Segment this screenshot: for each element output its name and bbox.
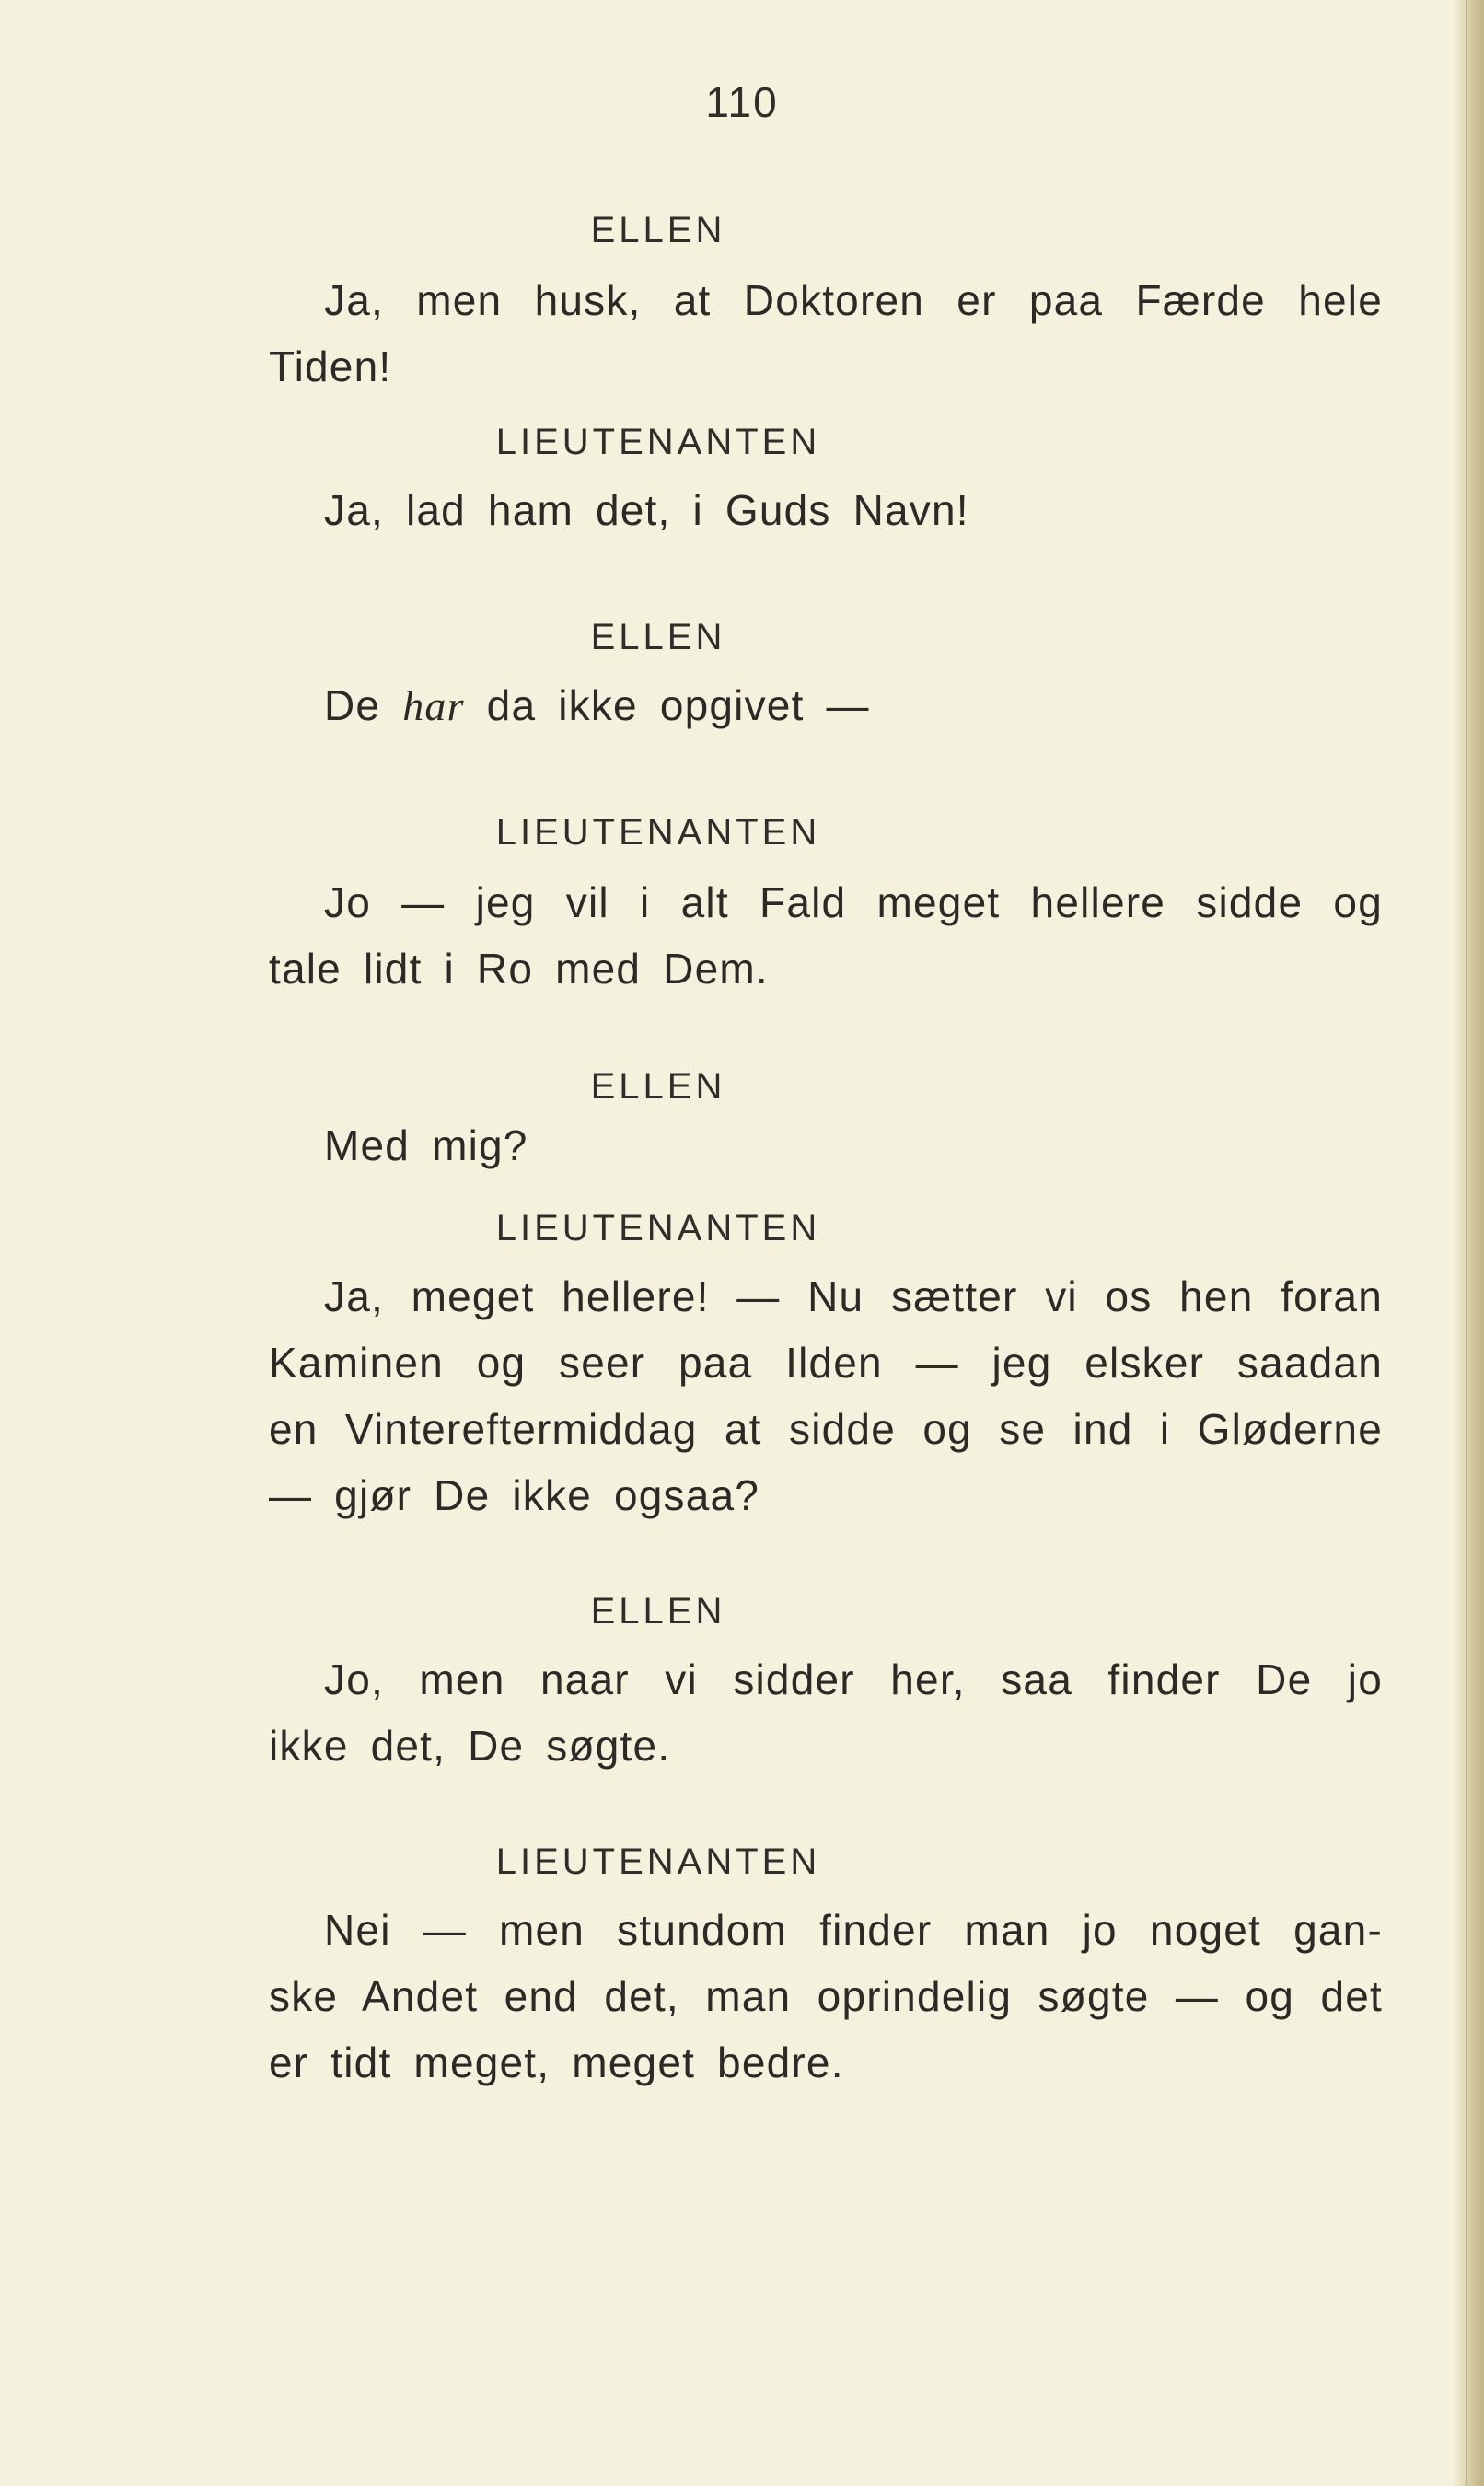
speaker-name: ELLEN xyxy=(590,1591,726,1632)
speech-line: Nei — men stundom finder man jo noget gan- xyxy=(324,1906,1383,1954)
speech-line: — gjør De ikke ogsaa? xyxy=(269,1471,760,1519)
speaker-name: ELLEN xyxy=(590,617,726,657)
speech-text xyxy=(269,1112,1383,1179)
speech-line: en Vintereftermiddag at sidde og se ind i Gløderne xyxy=(269,1405,1383,1453)
speaker-name: LIEUTENANTEN xyxy=(495,422,821,462)
speech-line: Med mig? xyxy=(324,1121,528,1169)
speech-text xyxy=(269,1646,1383,1779)
speech-line: ske Andet end det, man oprindelig søgte — og det xyxy=(269,1972,1383,2020)
speech-line: Tiden! xyxy=(269,343,392,390)
speech-line xyxy=(269,672,1383,739)
speech-segment: De xyxy=(324,681,403,729)
speech-text xyxy=(269,1263,1383,1528)
speech-text xyxy=(269,267,1383,400)
speech-line: Ja, men husk, at Doktoren er paa Færde hele xyxy=(324,276,1383,324)
speech-text xyxy=(269,1897,1383,2096)
speech-line: Jo, men naar vi sidder her, saa finder De jo xyxy=(324,1655,1383,1703)
speaker-name: LIEUTENANTEN xyxy=(495,1208,821,1249)
page-number: 110 xyxy=(705,78,779,126)
speech-line: Ja, meget hellere! — Nu sætter vi os hen foran xyxy=(324,1272,1383,1320)
speaker-name: LIEUTENANTEN xyxy=(495,812,821,853)
speech-line: Ja, lad ham det, i Guds Navn! xyxy=(324,486,969,534)
speech-segment: da ikke opgivet — xyxy=(464,681,870,729)
speech-line: ikke det, De søgte. xyxy=(269,1722,671,1770)
speech-text xyxy=(269,477,1383,543)
speaker-name: ELLEN xyxy=(590,1066,726,1107)
speaker-name: LIEUTENANTEN xyxy=(495,1841,821,1882)
speech-line: Kaminen og seer paa Ilden — jeg elsker saadan xyxy=(269,1339,1383,1387)
speech-emphasis: har xyxy=(402,682,465,729)
speaker-name: ELLEN xyxy=(590,210,726,250)
speech-line: Jo — jeg vil i alt Fald meget hellere sidde og xyxy=(324,878,1383,926)
speech-text xyxy=(269,869,1383,1002)
speech-line: er tidt meget, meget bedre. xyxy=(269,2039,844,2086)
speech-line: tale lidt i Ro med Dem. xyxy=(269,945,769,993)
speech-text xyxy=(269,672,1383,739)
